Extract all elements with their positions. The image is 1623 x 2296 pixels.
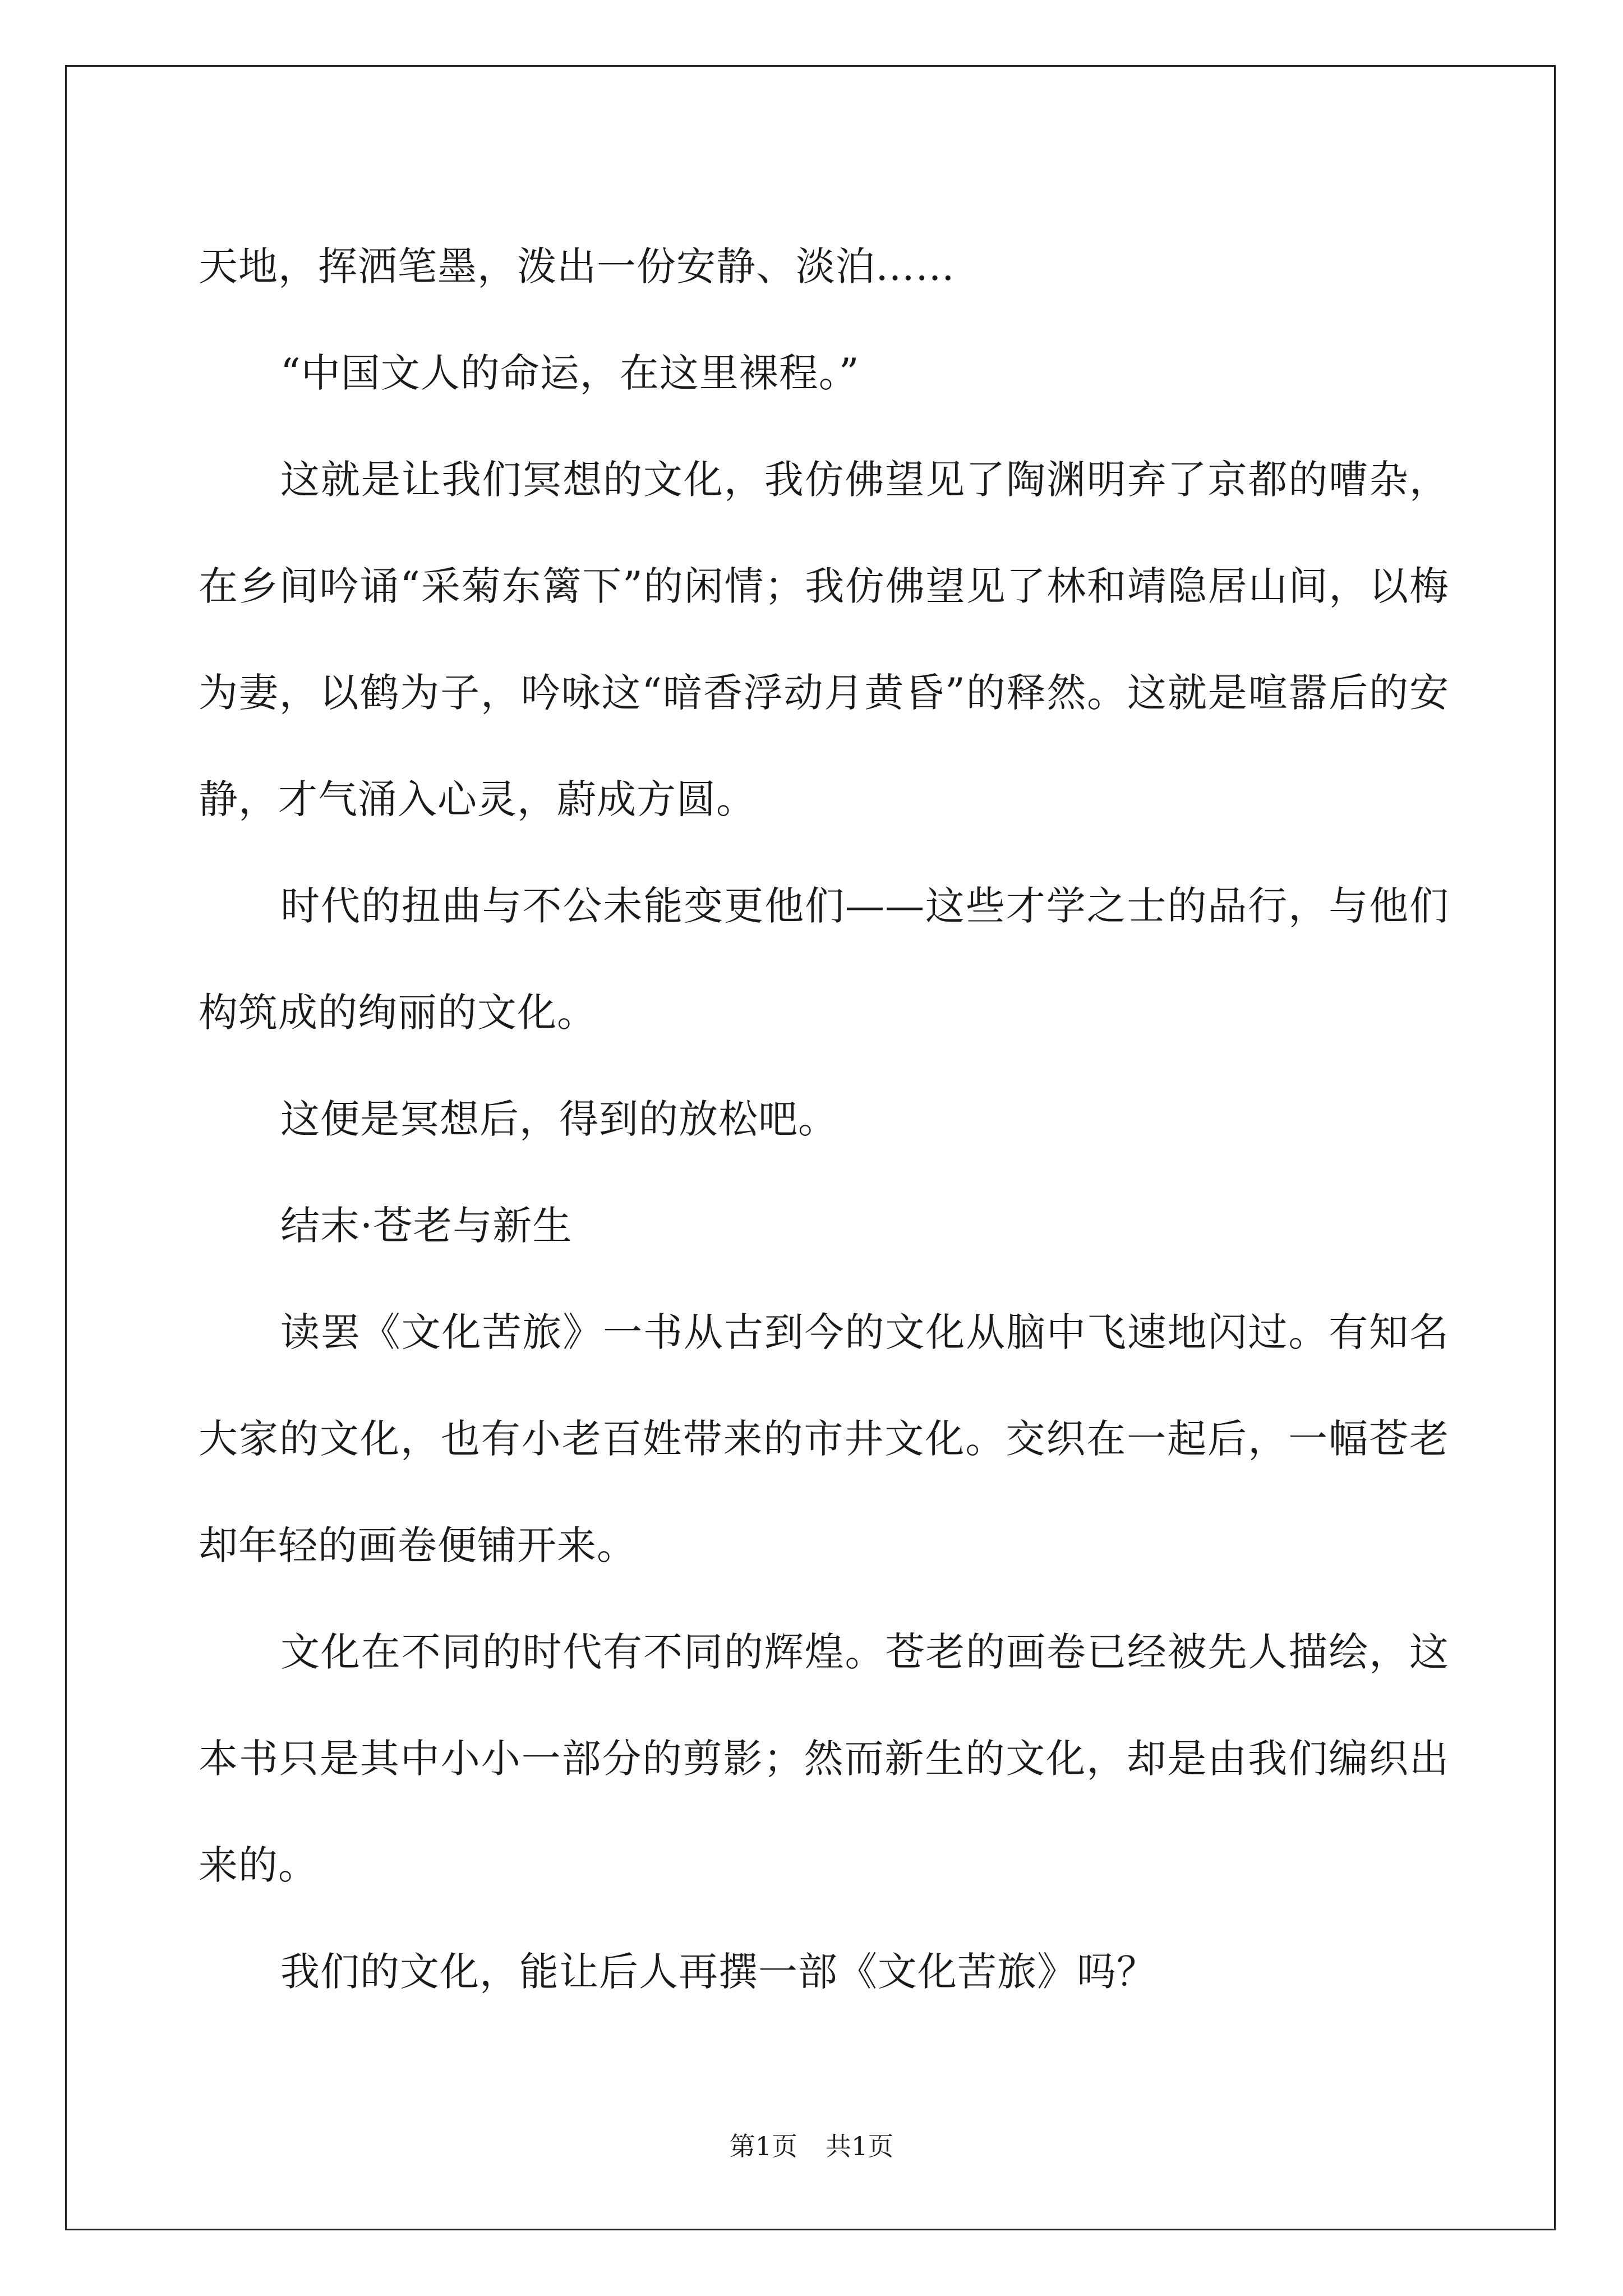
paragraph-5: 这便是冥想后，得到的放松吧。 (280, 1096, 838, 1142)
paragraph-8: 文化在不同的时代有不同的辉煌。苍老的画卷已经被先人描绘，这本书只是其中小小一部分的剪影；然而新生的文化，却是由我们编织出来的。 (199, 1629, 1449, 1888)
page-footer (0, 2126, 1623, 2163)
page-total: 共1页 (826, 2131, 894, 2161)
paragraph-9: 我们的文化，能让后人再撰一部《文化苦旅》吗？ (280, 1949, 1156, 1995)
page-number: 第1页 (729, 2131, 797, 2161)
paragraph-1: 天地，挥洒笔墨，泼出一份安静、淡泊…… (199, 243, 955, 289)
paragraph-4: 时代的扭曲与不公未能变更他们——这些才学之士的品行，与他们构筑成的绚丽的文化。 (199, 883, 1449, 1036)
document-body (199, 213, 1449, 2025)
section-heading: 结末·苍老与新生 (280, 1203, 573, 1249)
paragraph-2: “中国文人的命运，在这里裸程。” (280, 350, 860, 396)
paragraph-3: 这就是让我们冥想的文化，我仿佛望见了陶渊明弃了京都的嘈杂，在乡间吟诵“采菊东篱下”的闲情；我仿佛望见了林和靖隐居山间，以梅为妻，以鹤为子，吟咏这“暗香浮动月黄昏”的释然。这就是喧嚣后的安静，才气涌入心灵，蔚成方圆。 (199, 457, 1449, 822)
paragraph-7: 读罢《文化苦旅》一书从古到今的文化从脑中飞速地闪过。有知名大家的文化，也有小老百姓带来的市井文化。交织在一起后，一幅苍老却年轻的画卷便铺开来。 (199, 1309, 1449, 1568)
